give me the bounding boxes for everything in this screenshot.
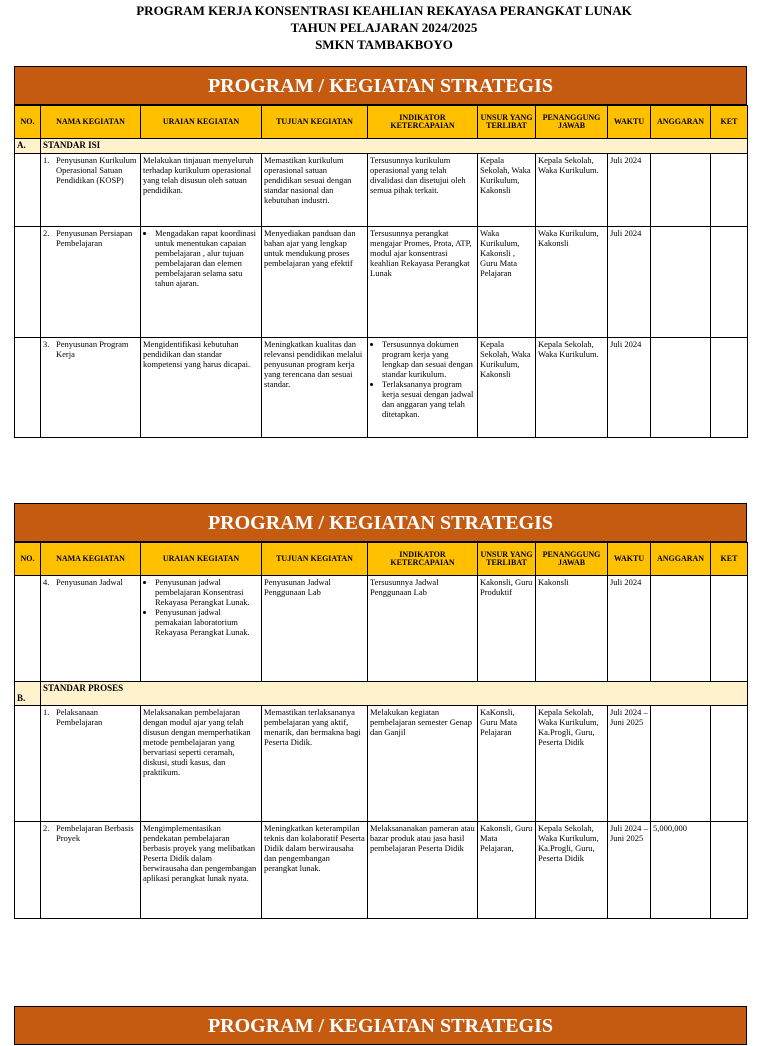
document-header <box>0 2 768 53</box>
row-nama: Pelaksanaan Pembelajaran <box>56 707 103 727</box>
cell-pj: Kepala Sekolah, Waka Kurikulum. <box>536 154 608 227</box>
section-title: STANDAR ISI <box>41 139 748 154</box>
section-row <box>15 139 748 154</box>
section-number: B. <box>15 682 41 706</box>
cell-no <box>15 154 41 227</box>
strategic-program-table-3 <box>14 1006 747 1045</box>
cell-anggaran: 5,000,000 <box>651 822 711 919</box>
col-nama-kegiatan: NAMA KEGIATAN <box>41 543 141 576</box>
cell-ket <box>711 822 748 919</box>
col-uraian-kegiatan: URAIAN KEGIATAN <box>141 543 262 576</box>
cell-uraian: Melakukan tinjauan menyeluruh terhadap kurikulum operasional yang telah disusun oleh satuan pendidikan. <box>141 154 262 227</box>
cell-anggaran <box>651 706 711 822</box>
col-waktu: WAKTU <box>608 543 651 576</box>
cell-waktu: Juli 2024 <box>608 338 651 438</box>
row-nama: Pembelajaran Berbasis Proyek <box>56 823 134 843</box>
cell-ket <box>711 576 748 682</box>
col-indikator: INDIKATOR KETERCAPAIAN <box>368 543 478 576</box>
table-banner: PROGRAM / KEGIATAN STRATEGIS <box>14 503 747 542</box>
cell-unsur: KaKonsli, Guru Mata Pelajaran <box>478 706 536 822</box>
cell-uraian: Mengidentifikasi kebutuhan pendidikan dan standar kompetensi yang harus dicapai. <box>141 338 262 438</box>
list-item: • Mengadakan rapat koordinasi untuk menentukan capaian pembelajaran , alur tujuan pembelajaran dan elemen pembelajaran selama satu tahun ajaran. <box>155 228 259 288</box>
section-title: STANDAR PROSES <box>41 682 748 706</box>
cell-tujuan: Meningkatkan keterampilan teknis dan kolaboratif Peserta Didik dalam berwirausaha dan pengembangan perangkat lunak. <box>262 822 368 919</box>
col-uraian-kegiatan: URAIAN KEGIATAN <box>141 106 262 139</box>
col-waktu: WAKTU <box>608 106 651 139</box>
cell-nama <box>41 227 141 338</box>
cell-ket <box>711 706 748 822</box>
list-item: • Tersusunnya dokumen program kerja yang lengkap dan sesuai dengan standar kurikulum. <box>382 339 475 379</box>
row-number: 2. <box>43 228 50 238</box>
table-row <box>15 706 748 822</box>
col-unsur: UNSUR YANG TERLIBAT <box>478 543 536 576</box>
cell-tujuan: Meningkatkan kualitas dan relevansi pendidikan melalui penyusunan program kerja yang terencana dan sesuai standar. <box>262 338 368 438</box>
row-number: 4. <box>43 577 50 587</box>
table-row <box>15 154 748 227</box>
strategic-program-table-1 <box>14 66 747 438</box>
document-title: PROGRAM KERJA KONSENTRASI KEAHLIAN REKAYASA PERANGKAT LUNAK <box>136 3 632 18</box>
table-header-row <box>15 543 748 576</box>
list-item: • Penyusunan jadwal pemakaian laboratorium Rekayasa Perangkat Lunak. <box>155 607 259 637</box>
col-tujuan-kegiatan: TUJUAN KEGIATAN <box>262 106 368 139</box>
cell-pj: Waka Kurikulum, Kakonsli <box>536 227 608 338</box>
cell-unsur: Kakonsli, Guru Mata Pelajaran, <box>478 822 536 919</box>
cell-indikator <box>368 338 478 438</box>
cell-nama <box>41 338 141 438</box>
row-nama: Penyusunan Persiapan Pembelajaran <box>56 228 133 248</box>
table-row <box>15 822 748 919</box>
col-penanggung-jawab: PENANGGUNG JAWAB <box>536 543 608 576</box>
cell-tujuan: Menyediakan panduan dan bahan ajar yang lengkap untuk mendukung proses pembelajaran yang efektif <box>262 227 368 338</box>
cell-no <box>15 822 41 919</box>
table-banner: PROGRAM / KEGIATAN STRATEGIS <box>14 1006 747 1045</box>
cell-no <box>15 338 41 438</box>
cell-waktu: Juli 2024 <box>608 154 651 227</box>
col-anggaran: ANGGARAN <box>651 106 711 139</box>
cell-ket <box>711 227 748 338</box>
cell-anggaran <box>651 227 711 338</box>
cell-tujuan: Penyusunan Jadwal Penggunaan Lab <box>262 576 368 682</box>
cell-indikator: Melaksananakan pameran atau bazar produk atau jasa hasil pembelajaran Peserta Didik <box>368 822 478 919</box>
col-nama-kegiatan: NAMA KEGIATAN <box>41 106 141 139</box>
col-anggaran: ANGGARAN <box>651 543 711 576</box>
section-number: A. <box>15 139 41 154</box>
cell-indikator: Tersusunnya kurikulum operasional yang telah divalidasi dan disetujui oleh semua pihak terkait. <box>368 154 478 227</box>
school-name: SMKN TAMBAKBOYO <box>315 37 453 52</box>
row-nama: Penyusunan Jadwal <box>56 577 123 587</box>
cell-tujuan: Memastikan kurikulum operasional satuan pendidikan sesuai dengan standar nasional dan kebutuhan industri. <box>262 154 368 227</box>
academic-year: TAHUN PELAJARAN 2024/2025 <box>290 20 478 35</box>
strategic-program-table-2 <box>14 503 747 919</box>
col-indikator: INDIKATOR KETERCAPAIAN <box>368 106 478 139</box>
cell-indikator: Melakukan kegiatan pembelajaran semester Genap dan Ganjil <box>368 706 478 822</box>
row-number: 3. <box>43 339 50 349</box>
row-number: 2. <box>43 823 50 833</box>
section-row <box>15 682 748 706</box>
cell-indikator: Tersusunnya Jadwal Penggunaan Lab <box>368 576 478 682</box>
table-banner: PROGRAM / KEGIATAN STRATEGIS <box>14 66 747 105</box>
table-header-row <box>15 106 748 139</box>
cell-pj: Kakonsli <box>536 576 608 682</box>
cell-waktu: Juli 2024 – Juni 2025 <box>608 706 651 822</box>
cell-no <box>15 227 41 338</box>
table-row <box>15 338 748 438</box>
col-ket: KET <box>711 106 748 139</box>
cell-unsur: Waka Kurikulum, Kakonsli , Guru Mata Pelajaran <box>478 227 536 338</box>
cell-anggaran <box>651 576 711 682</box>
col-ket: KET <box>711 543 748 576</box>
cell-pj: Kepala Sekolah, Waka Kurikulum, Ka.Progli, Guru, Peserta Didik <box>536 822 608 919</box>
cell-waktu: Juli 2024 <box>608 576 651 682</box>
row-nama: Penyusunan Program Kerja <box>56 339 129 359</box>
cell-ket <box>711 154 748 227</box>
cell-anggaran <box>651 154 711 227</box>
cell-unsur: Kakonsli, Guru Produktif <box>478 576 536 682</box>
cell-tujuan: Memastikan terlaksananya pembelajaran yang aktif, menarik, dan bermakna bagi Peserta Didik. <box>262 706 368 822</box>
table-row <box>15 576 748 682</box>
cell-uraian: Melaksanakan pembelajaran dengan modul ajar yang telah disusun dengan memperhatikan metode pembelajaran yang bervariasi seperti ceramah, diskusi, studi kasus, dan praktikum. <box>141 706 262 822</box>
cell-waktu: Juli 2024 <box>608 227 651 338</box>
cell-waktu: Juli 2024 – Juni 2025 <box>608 822 651 919</box>
table-row <box>15 227 748 338</box>
row-nama: Penyusunan Kurikulum Operasional Satuan Pendidikan (KOSP) <box>56 155 137 185</box>
cell-unsur: Kepala Sekolah, Waka Kurikulum, Kakonsli <box>478 338 536 438</box>
cell-unsur: Kepala Sekolah, Waka Kurikulum, Kakonsli <box>478 154 536 227</box>
cell-indikator: Tersusunnya perangkat mengajar Promes, Prota, ATP, modul ajar konsentrasi keahlian Rekayasa Perangkat Lunak <box>368 227 478 338</box>
row-number: 1. <box>43 155 50 165</box>
col-unsur: UNSUR YANG TERLIBAT <box>478 106 536 139</box>
cell-pj: Kepala Sekolah, Waka Kurikulum. <box>536 338 608 438</box>
cell-no <box>15 576 41 682</box>
cell-nama <box>41 822 141 919</box>
col-penanggung-jawab: PENANGGUNG JAWAB <box>536 106 608 139</box>
cell-anggaran <box>651 338 711 438</box>
cell-nama <box>41 154 141 227</box>
list-item: • Terlaksananya program kerja sesuai dengan jadwal dan anggaran yang telah ditetapkan. <box>382 379 475 419</box>
row-number: 1. <box>43 707 50 717</box>
cell-nama <box>41 576 141 682</box>
col-no: NO. <box>15 106 41 139</box>
cell-uraian: Mengimplementasikan pendekatan pembelajaran berbasis proyek yang melibatkan Peserta Didik dalam berwirausaha dan pengembangan aplikasi perangkat lunak nyata. <box>141 822 262 919</box>
cell-pj: Kepala Sekolah, Waka Kurikulum, Ka.Progli, Guru, Peserta Didik <box>536 706 608 822</box>
col-no: NO. <box>15 543 41 576</box>
col-tujuan-kegiatan: TUJUAN KEGIATAN <box>262 543 368 576</box>
cell-uraian <box>141 576 262 682</box>
list-item: • Penyusunan jadwal pembelajaran Konsentrasi Rekayasa Perangkat Lunak. <box>155 577 259 607</box>
cell-nama <box>41 706 141 822</box>
cell-no <box>15 706 41 822</box>
cell-ket <box>711 338 748 438</box>
cell-uraian <box>141 227 262 338</box>
